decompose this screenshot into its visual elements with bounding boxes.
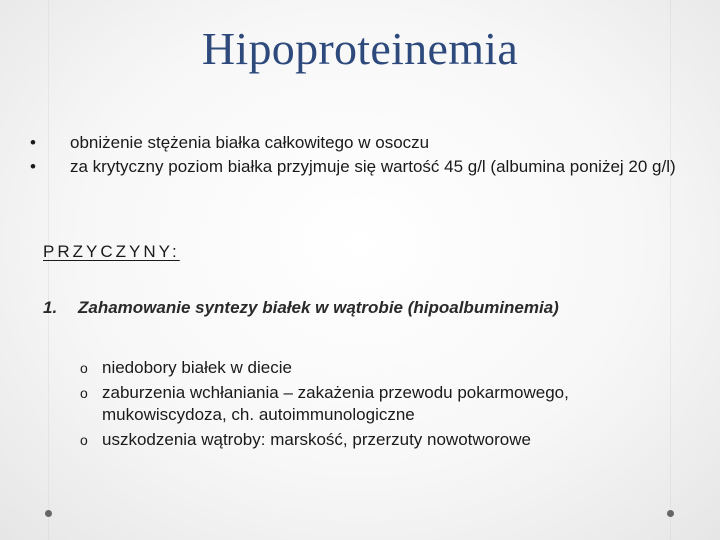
left-corner-dot [45, 510, 52, 517]
sub-item-text: niedobory białek w diecie [102, 358, 292, 377]
slide-title: Hipoproteinemia [201, 23, 519, 74]
sub-item-list [80, 357, 680, 454]
bullet-list [30, 132, 690, 180]
bullet-marker: • [30, 133, 36, 152]
sub-item-text: uszkodzenia wątroby: marskość, przerzuty nowotworowe [102, 430, 531, 449]
circle-bullet-icon: o [80, 432, 88, 448]
bullet-item [30, 156, 690, 178]
bullet-item [30, 132, 690, 154]
numbered-section [43, 298, 559, 318]
sub-item [80, 429, 680, 451]
section-text: Zahamowanie syntezy białek w wątrobie (hipoalbuminemia) [78, 298, 559, 317]
circle-bullet-icon: o [80, 360, 88, 376]
left-border-line [48, 0, 49, 540]
right-corner-dot [667, 510, 674, 517]
bullet-text: za krytyczny poziom białka przyjmuje się wartość 45 g/l (albumina poniżej 20 g/l) [70, 157, 676, 176]
causes-heading: PRZYCZYNY: [43, 242, 180, 261]
bullet-marker: • [30, 157, 36, 176]
right-border-line [670, 0, 671, 540]
section-number: 1. [43, 298, 58, 317]
bullet-text: obniżenie stężenia białka całkowitego w osoczu [70, 133, 430, 152]
sub-item-text: zaburzenia wchłaniania – zakażenia przewodu pokarmowego, mukowiscydoza, ch. autoimmunologiczne [102, 383, 569, 424]
circle-bullet-icon: o [80, 385, 88, 401]
sub-item [80, 357, 680, 379]
sub-item [80, 382, 680, 426]
